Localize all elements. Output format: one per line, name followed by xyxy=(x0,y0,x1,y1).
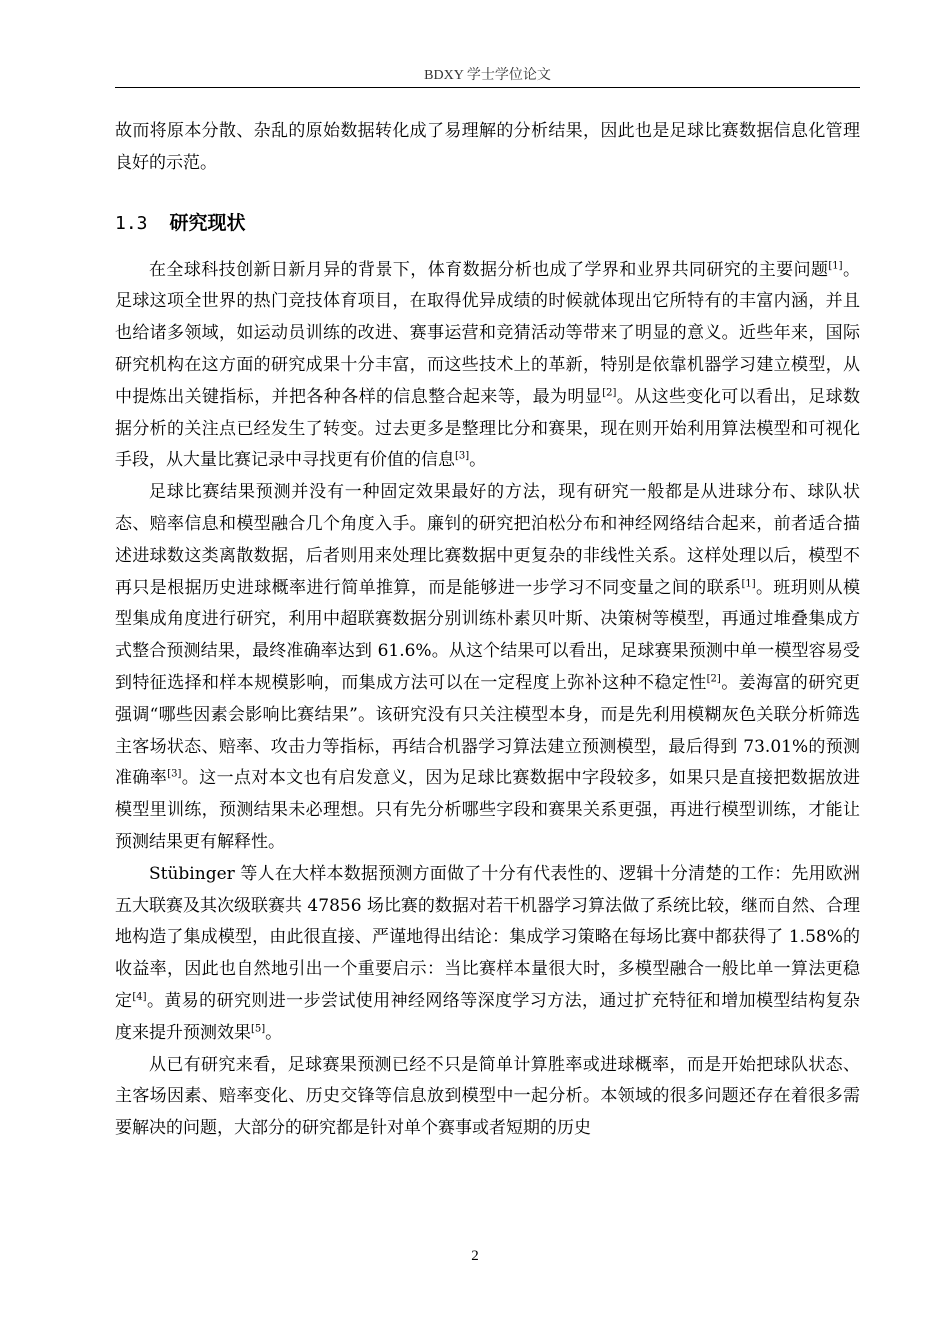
citation-ref[interactable]: [1] xyxy=(828,259,843,271)
citation-ref[interactable]: [5] xyxy=(251,1023,266,1035)
paragraph-text: 。 xyxy=(469,450,487,471)
section-number: 1.3 xyxy=(115,212,148,234)
citation-ref[interactable]: [4] xyxy=(132,991,147,1003)
paragraph-summary: 从已有研究来看，足球赛果预测已经不只是简单计算胜率或进球概率，而是开始把球队状态、主客场因素、赔率变化、历史交锋等信息放到模型中一起分析。本领域的很多问题还存在着很多需要解决的问题，大部分的研究都是针对单个赛事或者短期的历史 xyxy=(115,1054,860,1139)
running-header: BDXY 学士学位论文 xyxy=(424,68,551,83)
citation-ref[interactable]: [3] xyxy=(167,768,182,780)
paragraph-research-background xyxy=(115,255,860,478)
page-body xyxy=(115,116,860,1145)
paragraph-text: 。足球这项全世界的热门竞技体育项目，在取得优异成绩的时候就体现出它所特有的丰富内涵，并且也给诸多领域，如运动员训练的改进、赛事运营和竞猜活动等带来了明显的意义。近些年来，国际研究机构在这方面的研究成果十分丰富，而这些技术上的革新，特别是依靠机器学习建立模型，从中提炼出关键指标，并把各种各样的信息整合起来等，最为明显 xyxy=(115,259,860,407)
paragraph-text: 。黄易的研究则进一步尝试使用神经网络等深度学习方法，通过扩充特征和增加模型结构复杂度来提升预测效果 xyxy=(115,990,861,1043)
page-number: 2 xyxy=(471,1248,479,1264)
paragraph-text: 。班玥则从模型集成角度进行研究，利用中超联赛数据分别训练朴素贝叶斯、决策树等模型，再通过堆叠集成方式整合预测结果，最终准确率达到 61.6%。从这个结果可以看出，足球赛果预测中单一模型容易受到特征选择和样本规模影响，而集成方法可以在一定程度上弥补这种不稳定性 xyxy=(115,577,861,693)
paragraph-text: 足球比赛结果预测并没有一种固定效果最好的方法，现有研究一般都是从进球分布、球队状态、赔率信息和模型融合几个角度入手。廉钊的研究把泊松分布和神经网络结合起来，前者适合描述进球数这类离散数据，后者则用来处理比赛数据中更复杂的非线性关系。这样处理以后，模型不再只是根据历史进球概率进行简单推算，而是能够进一步学习不同变量之间的联系 xyxy=(115,482,860,598)
paragraph-text: 。从这些变化可以看出，足球数据分析的关注点已经发生了转变。过去更多是整理比分和赛果，现在则开始利用算法模型和可视化手段，从大量比赛记录中寻找更有价值的信息 xyxy=(115,386,860,471)
citation-ref[interactable]: [3] xyxy=(455,450,470,462)
paragraph-text: 在全球科技创新日新月异的背景下，体育数据分析也成了学界和业界共同研究的主要问题 xyxy=(149,259,829,280)
section-title: 研究现状 xyxy=(169,211,246,234)
paragraph-text: 。 xyxy=(265,1022,283,1043)
paragraph-prediction-methods xyxy=(115,477,860,859)
header-divider xyxy=(115,87,860,88)
citation-ref[interactable]: [2] xyxy=(602,387,617,399)
paragraph-text: 。这一点对本文也有启发意义，因为足球比赛数据中字段较多，如果只是直接把数据放进模型里训练，预测结果未必理想。只有先分析哪些字段和赛果关系更强，再进行模型训练，才能让预测结果更有解释性。 xyxy=(115,768,860,852)
citation-ref[interactable]: [1] xyxy=(741,577,756,589)
paragraph-text: Stübinger 等人在大样本数据预测方面做了十分有代表性的、逻辑十分清楚的工作：先用欧洲五大联赛及其次级联赛共 47856 场比赛的数据对若干机器学习算法做了系统比较，继而自然、合理地构造了集成模型，由此很直接、严谨地得出结论：集成学习策略在每场比赛中都获得了 1.58%的收益率，因此也自然地引出一个重要启示：当比赛样本量很大时，多模型融合一般比单一算法更稳定 xyxy=(115,863,860,1011)
paragraph-large-sample-studies xyxy=(115,859,860,1050)
paragraph-text: 。姜海富的研究更强调“哪些因素会影响比赛结果”。该研究没有只关注模型本身，而是先利用模糊灰色关联分析筛选主客场状态、赔率、攻击力等指标，再结合机器学习算法建立预测模型，最后得到 73.01%的预测准确率 xyxy=(115,672,861,789)
citation-ref[interactable]: [2] xyxy=(706,673,721,685)
section-heading xyxy=(115,208,860,239)
intro-paragraph: 故而将原本分散、杂乱的原始数据转化成了易理解的分析结果，因此也是足球比赛数据信息化管理良好的示范。 xyxy=(115,121,860,173)
